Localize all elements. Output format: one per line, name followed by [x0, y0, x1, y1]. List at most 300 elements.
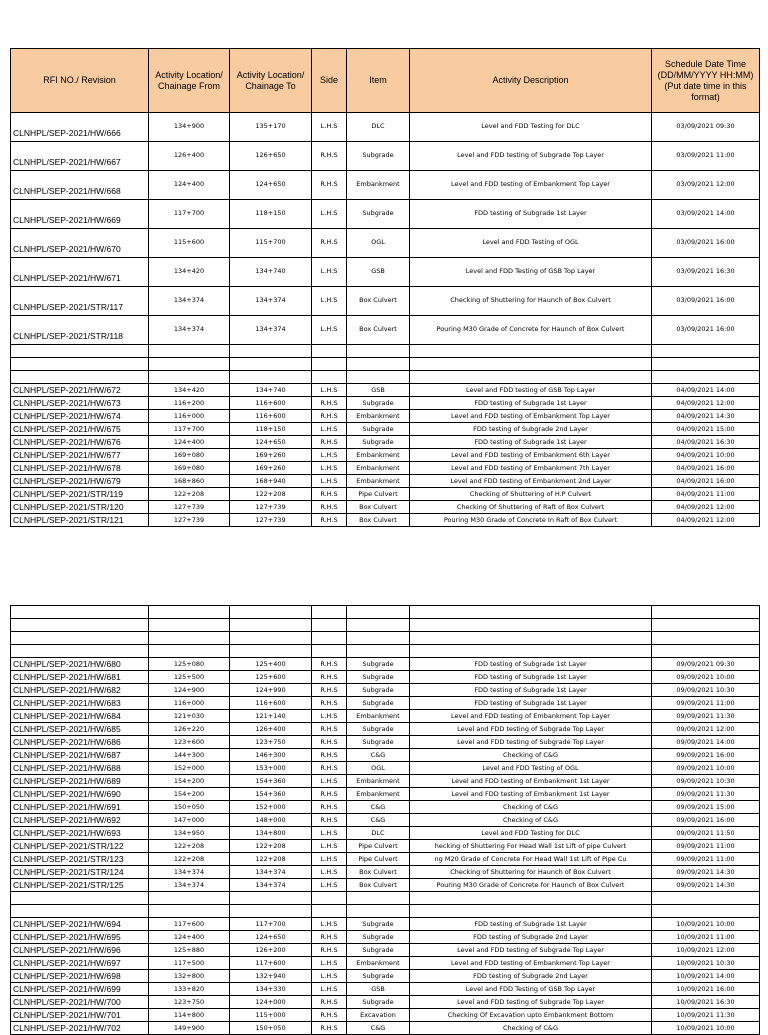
table-row: [11, 840, 760, 853]
blank-top-row: [11, 606, 760, 619]
empty-cell: [410, 905, 652, 918]
rfi-cell: CLNHPL/SEP-2021/HW/674: [11, 410, 149, 423]
chainage-from-cell: 127+739: [149, 514, 230, 527]
table-row: [11, 684, 760, 697]
chainage-from-cell: 134+900: [149, 113, 230, 142]
empty-cell: [410, 619, 652, 632]
chainage-from-cell: 169+080: [149, 462, 230, 475]
schedule-date-cell: 09/09/2021 11:00: [652, 840, 760, 853]
description-cell: Level and FDD testing of Embankment Top Layer: [410, 410, 652, 423]
chainage-to-cell: 153+000: [230, 762, 312, 775]
chainage-to-cell: 154+360: [230, 775, 312, 788]
schedule-date-cell: 09/09/2021 12:00: [652, 723, 760, 736]
schedule-date-cell: 09/09/2021 16:00: [652, 814, 760, 827]
chainage-from-cell: 134+420: [149, 384, 230, 397]
item-cell: Subgrade: [347, 918, 410, 931]
chainage-to-cell: 134+374: [230, 879, 312, 892]
item-cell: Subgrade: [347, 142, 410, 171]
chainage-from-cell: 114+800: [149, 1009, 230, 1022]
chainage-to-cell: 169+260: [230, 462, 312, 475]
item-cell: Box Culvert: [347, 501, 410, 514]
side-cell: R.H.S: [312, 488, 347, 501]
description-cell: Pouring M30 Grade of Concrete for Haunch of Box Culvert: [410, 316, 652, 345]
item-cell: C&G: [347, 814, 410, 827]
table-row: [11, 258, 760, 287]
side-cell: R.H.S: [312, 1009, 347, 1022]
rfi-cell: CLNHPL/SEP-2021/HW/668: [11, 171, 149, 200]
schedule-date-cell: 09/09/2021 10:00: [652, 671, 760, 684]
schedule-date-cell: 10/09/2021 12:00: [652, 944, 760, 957]
schedule-date-cell: 03/09/2021 16:00: [652, 316, 760, 345]
schedule-date-cell: 09/09/2021 15:00: [652, 801, 760, 814]
empty-cell: [11, 345, 149, 358]
description-cell: Checking of C&G: [410, 1022, 652, 1035]
empty-cell: [347, 905, 410, 918]
table-row: [11, 449, 760, 462]
item-cell: Box Culvert: [347, 316, 410, 345]
table-row: [11, 736, 760, 749]
table-row: [11, 827, 760, 840]
chainage-to-cell: 169+260: [230, 449, 312, 462]
description-cell: Checking Of Shuttering of Raft of Box Culvert: [410, 501, 652, 514]
chainage-to-cell: 126+650: [230, 142, 312, 171]
rfi-cell: CLNHPL/SEP-2021/STR/117: [11, 287, 149, 316]
rfi-cell: CLNHPL/SEP-2021/HW/688: [11, 762, 149, 775]
chainage-from-cell: 117+700: [149, 200, 230, 229]
description-cell: FDD testing of Subgrade 2nd Layer: [410, 931, 652, 944]
empty-cell: [347, 345, 410, 358]
chainage-from-cell: 133+820: [149, 983, 230, 996]
empty-cell: [652, 892, 760, 905]
description-cell: Checking of Shuttering of H.P Culvert: [410, 488, 652, 501]
empty-cell: [11, 619, 149, 632]
item-cell: Subgrade: [347, 436, 410, 449]
description-cell: Level and FDD Testing of GSB Top Layer: [410, 983, 652, 996]
empty-cell: [230, 645, 312, 658]
side-cell: R.H.S: [312, 736, 347, 749]
chainage-from-cell: 116+000: [149, 697, 230, 710]
chainage-from-cell: 134+374: [149, 316, 230, 345]
chainage-from-cell: 117+700: [149, 423, 230, 436]
chainage-from-cell: 134+420: [149, 258, 230, 287]
description-cell: FDD testing of Subgrade 1st Layer: [410, 684, 652, 697]
item-cell: Box Culvert: [347, 866, 410, 879]
empty-cell: [312, 905, 347, 918]
empty-cell: [230, 619, 312, 632]
blank-row: [11, 371, 760, 384]
empty-cell: [149, 371, 230, 384]
side-cell: L.H.S: [312, 449, 347, 462]
table-row: [11, 316, 760, 345]
table-row: [11, 287, 760, 316]
rfi-cell: CLNHPL/SEP-2021/HW/673: [11, 397, 149, 410]
empty-cell: [149, 345, 230, 358]
table-row: [11, 814, 760, 827]
table-row: [11, 488, 760, 501]
item-cell: DLC: [347, 113, 410, 142]
description-cell: Level and FDD testing of GSB Top Layer: [410, 384, 652, 397]
chainage-from-cell: 169+080: [149, 449, 230, 462]
chainage-from-cell: 150+050: [149, 801, 230, 814]
description-cell: Level and FDD testing of Embankment 6th Layer: [410, 449, 652, 462]
rfi-cell: CLNHPL/SEP-2021/STR/121: [11, 514, 149, 527]
side-cell: R.H.S: [312, 501, 347, 514]
side-cell: R.H.S: [312, 762, 347, 775]
item-cell: Subgrade: [347, 697, 410, 710]
side-cell: L.H.S: [312, 853, 347, 866]
item-cell: C&G: [347, 749, 410, 762]
table-row: [11, 1009, 760, 1022]
schedule-date-cell: 09/09/2021 11:30: [652, 710, 760, 723]
item-cell: Embankment: [347, 449, 410, 462]
description-cell: Level and FDD Testing of OGL: [410, 762, 652, 775]
item-cell: GSB: [347, 258, 410, 287]
item-cell: OGL: [347, 762, 410, 775]
chainage-to-cell: 146+300: [230, 749, 312, 762]
item-cell: Embankment: [347, 475, 410, 488]
empty-cell: [11, 645, 149, 658]
rfi-cell: CLNHPL/SEP-2021/HW/699: [11, 983, 149, 996]
schedule-date-cell: 04/09/2021 16:00: [652, 475, 760, 488]
chainage-to-cell: 116+600: [230, 697, 312, 710]
empty-cell: [410, 371, 652, 384]
chainage-from-cell: 125+880: [149, 944, 230, 957]
schedule-date-cell: 10/09/2021 11:00: [652, 931, 760, 944]
chainage-from-cell: 125+500: [149, 671, 230, 684]
chainage-from-cell: 123+750: [149, 996, 230, 1009]
chainage-from-cell: 125+080: [149, 658, 230, 671]
side-cell: L.H.S: [312, 970, 347, 983]
rfi-cell: CLNHPL/SEP-2021/HW/697: [11, 957, 149, 970]
chainage-to-cell: 125+600: [230, 671, 312, 684]
description-cell: FDD testing of Subgrade 1st Layer: [410, 436, 652, 449]
description-cell: Level and FDD testing of Embankment 1st Layer: [410, 775, 652, 788]
description-cell: Pouring M30 Grade of Concrete In Raft of Box Culvert: [410, 514, 652, 527]
item-cell: Subgrade: [347, 970, 410, 983]
item-cell: Embankment: [347, 788, 410, 801]
side-cell: R.H.S: [312, 996, 347, 1009]
side-cell: L.H.S: [312, 287, 347, 316]
item-cell: Subgrade: [347, 736, 410, 749]
chainage-to-cell: 125+400: [230, 658, 312, 671]
schedule-date-cell: 04/09/2021 14:30: [652, 410, 760, 423]
side-cell: L.H.S: [312, 113, 347, 142]
chainage-from-cell: 144+300: [149, 749, 230, 762]
chainage-from-cell: 115+600: [149, 229, 230, 258]
empty-cell: [652, 905, 760, 918]
side-cell: L.H.S: [312, 423, 347, 436]
empty-cell: [312, 632, 347, 645]
description-cell: FDD testing of Subgrade 1st Layer: [410, 671, 652, 684]
chainage-from-cell: 126+220: [149, 723, 230, 736]
rfi-cell: CLNHPL/SEP-2021/HW/667: [11, 142, 149, 171]
item-cell: Box Culvert: [347, 287, 410, 316]
chainage-to-cell: 116+600: [230, 410, 312, 423]
table-row: [11, 697, 760, 710]
chainage-from-cell: 124+400: [149, 931, 230, 944]
chainage-to-cell: 124+650: [230, 436, 312, 449]
empty-cell: [11, 358, 149, 371]
table-row: [11, 671, 760, 684]
rfi-cell: CLNHPL/SEP-2021/STR/124: [11, 866, 149, 879]
table-row: [11, 723, 760, 736]
schedule-date-cell: 04/09/2021 16:30: [652, 436, 760, 449]
side-cell: R.H.S: [312, 814, 347, 827]
item-cell: Subgrade: [347, 397, 410, 410]
blank-row: [11, 358, 760, 371]
chainage-to-cell: 134+800: [230, 827, 312, 840]
chainage-to-cell: 115+700: [230, 229, 312, 258]
chainage-from-cell: 122+208: [149, 488, 230, 501]
chainage-to-cell: 116+600: [230, 397, 312, 410]
table-row: [11, 397, 760, 410]
schedule-date-cell: 10/09/2021 10:30: [652, 957, 760, 970]
schedule-date-cell: 09/09/2021 14:30: [652, 866, 760, 879]
description-cell: FDD testing of Subgrade 1st Layer: [410, 918, 652, 931]
side-cell: L.H.S: [312, 384, 347, 397]
rfi-cell: CLNHPL/SEP-2021/HW/676: [11, 436, 149, 449]
chainage-to-cell: 134+374: [230, 287, 312, 316]
description-cell: Checking of Shuttering for Haunch of Box Culvert: [410, 287, 652, 316]
rfi-cell: CLNHPL/SEP-2021/HW/692: [11, 814, 149, 827]
schedule-date-cell: 09/09/2021 10:30: [652, 775, 760, 788]
table-1-body: [11, 113, 760, 527]
chainage-from-cell: 134+374: [149, 879, 230, 892]
blank-row: [11, 892, 760, 905]
side-cell: L.H.S: [312, 475, 347, 488]
side-cell: L.H.S: [312, 200, 347, 229]
side-cell: R.H.S: [312, 697, 347, 710]
table-row: [11, 957, 760, 970]
rfi-cell: CLNHPL/SEP-2021/HW/698: [11, 970, 149, 983]
item-cell: GSB: [347, 384, 410, 397]
side-cell: R.H.S: [312, 801, 347, 814]
empty-cell: [347, 632, 410, 645]
schedule-date-cell: 04/09/2021 12:00: [652, 501, 760, 514]
empty-cell: [312, 371, 347, 384]
schedule-date-cell: 09/09/2021 11:30: [652, 788, 760, 801]
side-cell: L.H.S: [312, 316, 347, 345]
table-row: [11, 423, 760, 436]
chainage-from-cell: 134+374: [149, 866, 230, 879]
schedule-date-cell: 10/09/2021 10:00: [652, 918, 760, 931]
item-cell: Subgrade: [347, 671, 410, 684]
schedule-date-cell: 09/09/2021 09:30: [652, 658, 760, 671]
empty-cell: [347, 892, 410, 905]
side-cell: L.H.S: [312, 840, 347, 853]
side-cell: L.H.S: [312, 879, 347, 892]
chainage-from-cell: 147+000: [149, 814, 230, 827]
item-cell: Subgrade: [347, 658, 410, 671]
description-cell: FDD testing of Subgrade 1st Layer: [410, 697, 652, 710]
schedule-date-cell: 09/09/2021 10:30: [652, 684, 760, 697]
chainage-from-cell: 149+900: [149, 1022, 230, 1035]
description-cell: Level and FDD testing of Embankment 7th Layer: [410, 462, 652, 475]
rfi-cell: CLNHPL/SEP-2021/HW/679: [11, 475, 149, 488]
side-cell: L.H.S: [312, 827, 347, 840]
description-cell: FDD testing of Subgrade 2nd Layer: [410, 423, 652, 436]
empty-cell: [149, 645, 230, 658]
schedule-date-cell: 10/09/2021 14:00: [652, 970, 760, 983]
rfi-cell: CLNHPL/SEP-2021/HW/681: [11, 671, 149, 684]
description-cell: Level and FDD Testing of GSB Top Layer: [410, 258, 652, 287]
item-cell: Embankment: [347, 710, 410, 723]
empty-cell: [652, 345, 760, 358]
table-row: [11, 501, 760, 514]
empty-cell: [149, 619, 230, 632]
description-cell: Level and FDD Testing of OGL: [410, 229, 652, 258]
item-cell: Embankment: [347, 775, 410, 788]
chainage-from-cell: 126+400: [149, 142, 230, 171]
chainage-to-cell: 154+360: [230, 788, 312, 801]
schedule-date-cell: 09/09/2021 14:30: [652, 879, 760, 892]
chainage-to-cell: 127+739: [230, 501, 312, 514]
description-cell: Level and FDD testing of Subgrade Top Layer: [410, 142, 652, 171]
rfi-cell: CLNHPL/SEP-2021/HW/687: [11, 749, 149, 762]
description-cell: Checking Of Excavation upto Embankment Bottom: [410, 1009, 652, 1022]
side-cell: R.H.S: [312, 397, 347, 410]
blank-row: [11, 632, 760, 645]
rfi-cell: CLNHPL/SEP-2021/STR/120: [11, 501, 149, 514]
side-cell: R.H.S: [312, 142, 347, 171]
table-row: [11, 710, 760, 723]
chainage-from-cell: 117+500: [149, 957, 230, 970]
header-description: Activity Description: [410, 49, 652, 113]
item-cell: Embankment: [347, 410, 410, 423]
rfi-cell: CLNHPL/SEP-2021/HW/689: [11, 775, 149, 788]
table-row: [11, 229, 760, 258]
description-cell: Level and FDD testing of Embankment Top Layer: [410, 710, 652, 723]
chainage-to-cell: 122+208: [230, 488, 312, 501]
side-cell: R.H.S: [312, 723, 347, 736]
chainage-to-cell: 121+140: [230, 710, 312, 723]
table-row: [11, 658, 760, 671]
chainage-from-cell: 116+200: [149, 397, 230, 410]
empty-cell: [230, 905, 312, 918]
empty-cell: [652, 619, 760, 632]
schedule-date-cell: 04/09/2021 12:00: [652, 397, 760, 410]
description-cell: Checking of C&G: [410, 814, 652, 827]
table-row: [11, 462, 760, 475]
chainage-to-cell: 168+940: [230, 475, 312, 488]
empty-cell: [347, 645, 410, 658]
rfi-cell: CLNHPL/SEP-2021/STR/118: [11, 316, 149, 345]
item-cell: GSB: [347, 983, 410, 996]
empty-cell: [230, 371, 312, 384]
blank-row: [11, 905, 760, 918]
schedule-date-cell: 10/09/2021 10:00: [652, 1022, 760, 1035]
empty-cell: [410, 632, 652, 645]
description-cell: Level and FDD Testing for DLC: [410, 113, 652, 142]
chainage-to-cell: 118+150: [230, 423, 312, 436]
empty-cell: [347, 619, 410, 632]
item-cell: Subgrade: [347, 931, 410, 944]
rfi-cell: CLNHPL/SEP-2021/HW/677: [11, 449, 149, 462]
description-cell: Level and FDD Testing for DLC: [410, 827, 652, 840]
chainage-to-cell: 124+990: [230, 684, 312, 697]
header-rfi: RFI NO./ Revision: [11, 49, 149, 113]
rfi-cell: CLNHPL/SEP-2021/HW/693: [11, 827, 149, 840]
chainage-to-cell: 152+000: [230, 801, 312, 814]
chainage-from-cell: 124+400: [149, 436, 230, 449]
rfi-cell: CLNHPL/SEP-2021/HW/678: [11, 462, 149, 475]
item-cell: Box Culvert: [347, 879, 410, 892]
table-row: [11, 1022, 760, 1035]
item-cell: C&G: [347, 801, 410, 814]
rfi-cell: CLNHPL/SEP-2021/HW/672: [11, 384, 149, 397]
rfi-cell: CLNHPL/SEP-2021/HW/695: [11, 931, 149, 944]
empty-cell: [149, 358, 230, 371]
table-row: [11, 996, 760, 1009]
empty-cell: [312, 345, 347, 358]
description-cell: FDD testing of Subgrade 1st Layer: [410, 397, 652, 410]
chainage-to-cell: 118+150: [230, 200, 312, 229]
item-cell: Excavation: [347, 1009, 410, 1022]
empty-cell: [11, 632, 149, 645]
rfi-cell: CLNHPL/SEP-2021/STR/122: [11, 840, 149, 853]
empty-cell: [149, 905, 230, 918]
chainage-to-cell: 124+000: [230, 996, 312, 1009]
sheet-gap: [10, 527, 759, 605]
header-chainage-from: Activity Location/ Chainage From: [149, 49, 230, 113]
schedule-date-cell: 10/09/2021 11:30: [652, 1009, 760, 1022]
schedule-date-cell: 09/09/2021 16:00: [652, 749, 760, 762]
chainage-to-cell: 123+750: [230, 736, 312, 749]
item-cell: Subgrade: [347, 200, 410, 229]
chainage-to-cell: 148+000: [230, 814, 312, 827]
item-cell: Box Culvert: [347, 514, 410, 527]
side-cell: L.H.S: [312, 866, 347, 879]
table-row: [11, 475, 760, 488]
table-row: [11, 384, 760, 397]
schedule-date-cell: 09/09/2021 14:00: [652, 736, 760, 749]
chainage-from-cell: 132+800: [149, 970, 230, 983]
table-row: [11, 200, 760, 229]
table-row: [11, 436, 760, 449]
side-cell: L.H.S: [312, 710, 347, 723]
rfi-cell: CLNHPL/SEP-2021/HW/701: [11, 1009, 149, 1022]
description-cell: Pouring M30 Grade of Concrete for Haunch of Box Culvert: [410, 879, 652, 892]
table-row: [11, 514, 760, 527]
empty-cell: [652, 645, 760, 658]
rfi-cell: CLNHPL/SEP-2021/HW/669: [11, 200, 149, 229]
rfi-table-1: [10, 48, 760, 527]
rfi-cell: CLNHPL/SEP-2021/HW/702: [11, 1022, 149, 1035]
empty-cell: [230, 358, 312, 371]
chainage-to-cell: 127+739: [230, 514, 312, 527]
description-cell: ng M20 Grade of Concrete For Head Wall 1st Lift of Pipe Cu: [410, 853, 652, 866]
table-row: [11, 171, 760, 200]
chainage-from-cell: 134+950: [149, 827, 230, 840]
description-cell: Level and FDD testing of Embankment 1st Layer: [410, 788, 652, 801]
schedule-date-cell: 03/09/2021 09:30: [652, 113, 760, 142]
empty-cell: [11, 905, 149, 918]
rfi-cell: CLNHPL/SEP-2021/HW/670: [11, 229, 149, 258]
rfi-cell: CLNHPL/SEP-2021/HW/671: [11, 258, 149, 287]
rfi-cell: CLNHPL/SEP-2021/STR/123: [11, 853, 149, 866]
schedule-date-cell: 04/09/2021 14:00: [652, 384, 760, 397]
item-cell: Embankment: [347, 462, 410, 475]
schedule-date-cell: 09/09/2021 11:00: [652, 697, 760, 710]
side-cell: R.H.S: [312, 410, 347, 423]
table-row: [11, 970, 760, 983]
empty-cell: [652, 358, 760, 371]
description-cell: FDD testing of Subgrade 2nd Layer: [410, 970, 652, 983]
schedule-date-cell: 10/09/2021 16:30: [652, 996, 760, 1009]
side-cell: R.H.S: [312, 171, 347, 200]
schedule-date-cell: 10/09/2021 16:00: [652, 983, 760, 996]
item-cell: DLC: [347, 827, 410, 840]
